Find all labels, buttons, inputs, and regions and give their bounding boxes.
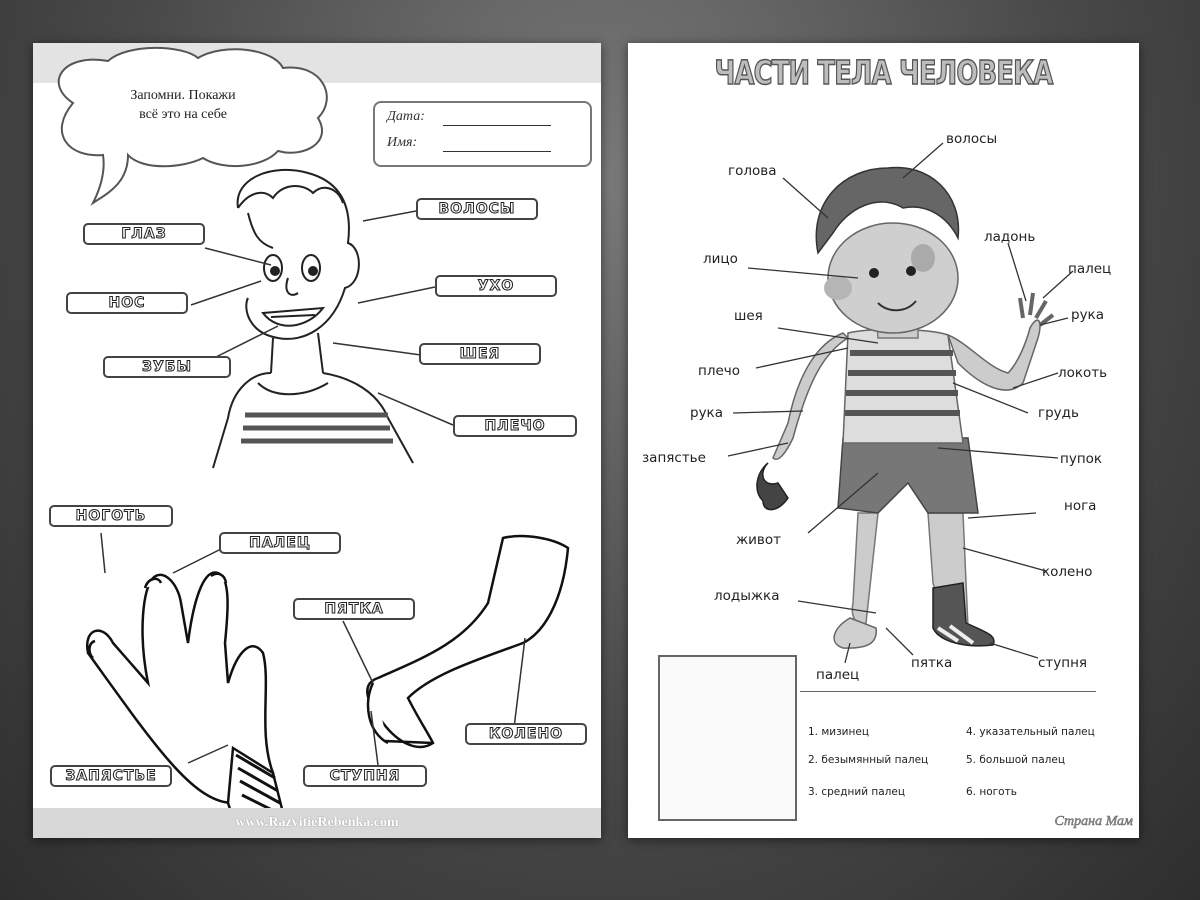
rlabel-elbow: локоть <box>1058 365 1108 381</box>
hand-illustration <box>87 573 283 833</box>
legend-item-2: 2. безымянный палец <box>808 754 929 766</box>
rlabel-finger-top: палец <box>1068 261 1112 277</box>
legend-item-5: 5. большой палец <box>966 754 1065 766</box>
rlabel-face: лицо <box>703 251 738 267</box>
rlabel-arm-left: рука <box>690 405 723 421</box>
label-neck: ШЕЯ <box>419 343 541 365</box>
thought-cloud <box>59 48 327 203</box>
label-hair: ВОЛОСЫ <box>416 198 538 220</box>
label-nail: НОГОТЬ <box>49 505 173 527</box>
date-label: Дата: <box>387 109 425 124</box>
rlabel-heel: пятка <box>911 655 953 671</box>
label-knee: КОЛЕНО <box>465 723 587 745</box>
leg-illustration <box>367 536 568 747</box>
legend-item-1: 1. мизинец <box>808 726 869 738</box>
label-wrist: ЗАПЯСТЬЕ <box>50 765 172 787</box>
poster-title: ЧАСТИ ТЕЛА ЧЕЛОВЕКА <box>714 53 1053 92</box>
rlabel-neck: шея <box>734 308 763 324</box>
legend-item-6: 6. ноготь <box>966 786 1017 798</box>
rlabel-chest: грудь <box>1038 405 1079 421</box>
rlabel-head: голова <box>728 163 777 179</box>
brand-logo: Страна Мам <box>1054 814 1133 829</box>
label-ear: УХО <box>435 275 557 297</box>
finger-legend-box <box>658 655 797 821</box>
date-field[interactable] <box>443 125 551 126</box>
rlabel-hair: волосы <box>946 131 998 147</box>
cloud-line-1: Запомни. Покажи <box>130 88 236 103</box>
label-finger: ПАЛЕЦ <box>219 532 341 554</box>
right-worksheet <box>628 43 1139 838</box>
rlabel-wrist: запястье <box>642 450 706 466</box>
rlabel-leg: нога <box>1064 498 1097 514</box>
legend-divider <box>800 691 1096 692</box>
label-eye: ГЛАЗ <box>83 223 205 245</box>
cloud-line-2: всё это на себе <box>139 107 227 122</box>
footer-url[interactable]: www.RazvitieRebenka.com <box>33 808 601 838</box>
rlabel-belly: живот <box>736 532 782 548</box>
legend-item-3: 3. средний палец <box>808 786 905 798</box>
rlabel-palm: ладонь <box>984 229 1036 245</box>
rlabel-arm-right: рука <box>1071 307 1104 323</box>
rlabel-navel: пупок <box>1060 451 1103 467</box>
left-worksheet <box>33 43 601 838</box>
rlabel-shoulder: плечо <box>698 363 740 379</box>
label-nose: НОС <box>66 292 188 314</box>
rlabel-toe: палец <box>816 667 860 683</box>
cloud-instruction <box>103 86 263 124</box>
name-label: Имя: <box>387 135 418 150</box>
rlabel-foot: ступня <box>1038 655 1088 671</box>
legend-item-4: 4. указательный палец <box>966 726 1095 738</box>
label-foot: СТУПНЯ <box>303 765 427 787</box>
name-date-form <box>373 101 592 167</box>
label-shoulder: ПЛЕЧО <box>453 415 577 437</box>
rlabel-ankle: лодыжка <box>714 588 780 604</box>
label-heel: ПЯТКА <box>293 598 415 620</box>
name-field[interactable] <box>443 151 551 152</box>
boy-illustration <box>213 170 413 468</box>
label-teeth: ЗУБЫ <box>103 356 231 378</box>
rlabel-knee: колено <box>1042 564 1093 580</box>
